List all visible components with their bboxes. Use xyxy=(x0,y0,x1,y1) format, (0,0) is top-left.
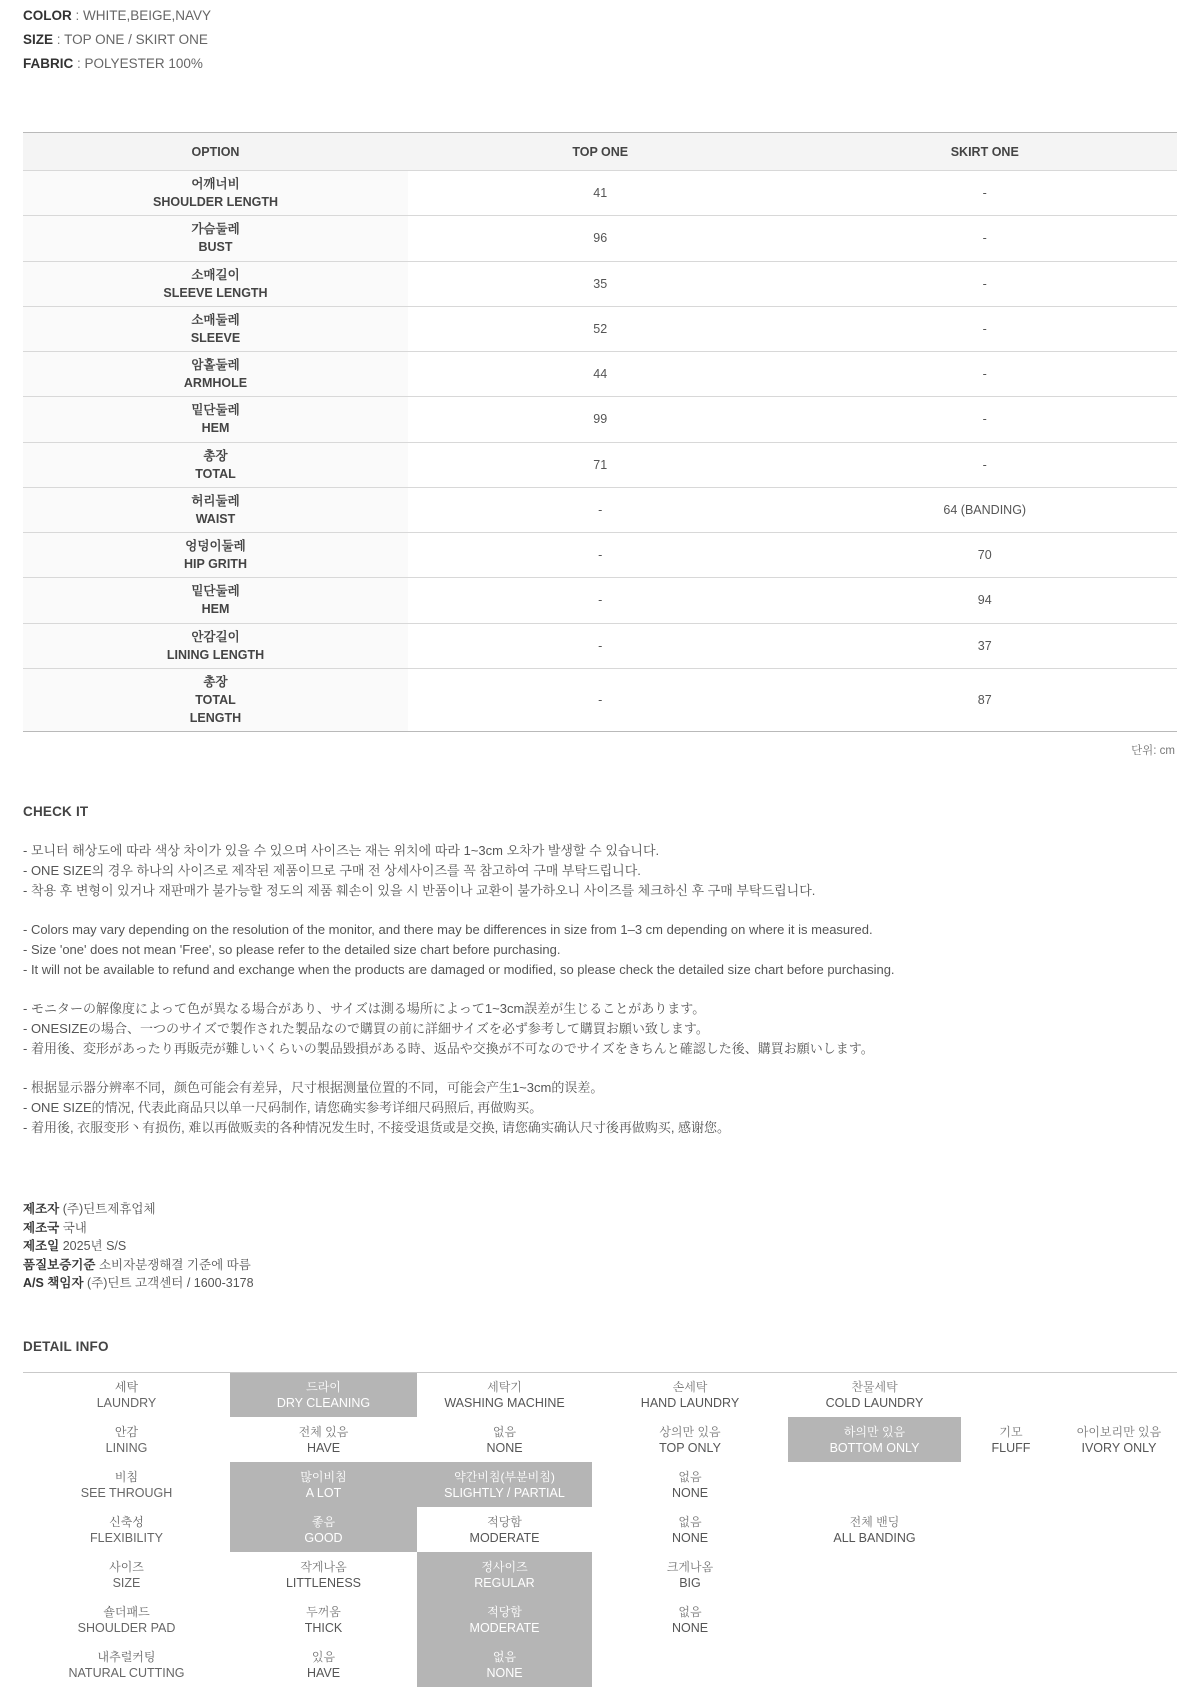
detail-info-option[interactable] xyxy=(1061,1372,1177,1417)
manufacturer-value-1: 국내 xyxy=(62,1220,87,1235)
size-chart-unit-note: 단위: cm xyxy=(1131,745,1175,758)
detail-info-option-ko: 많이비침 xyxy=(300,1469,347,1484)
detail-info-row xyxy=(23,1462,1177,1507)
detail-info-option-en: ALL BANDING xyxy=(833,1530,916,1545)
size-chart-option-cell xyxy=(23,533,408,578)
size-chart-top-value: 96 xyxy=(408,216,793,261)
size-chart-option-cell xyxy=(23,668,408,731)
manufacturer-row-2 xyxy=(23,1237,1177,1256)
detail-info-option-en: MODERATE xyxy=(469,1620,540,1635)
detail-info-option[interactable] xyxy=(230,1417,417,1462)
size-chart-skirt-value: - xyxy=(793,306,1178,351)
size-chart-option-cell xyxy=(23,442,408,487)
check-it-cn-3: - 着用後, 衣服变形丶有损伤, 难以再做贩卖的各种情况发生时, 不接受退货或是交换, 请您确实确认尺寸後再做购买, 感谢您。 xyxy=(23,1120,731,1136)
detail-info-option-ko: 전체 있음 xyxy=(298,1424,349,1439)
detail-info-option-en: NONE xyxy=(671,1485,709,1500)
detail-info-option-ko: 없음 xyxy=(678,1514,702,1529)
check-it-en-2: - Size 'one' does not mean 'Free', so please refer to the detailed size chart before purchasing. xyxy=(23,942,561,958)
size-chart-option-cell xyxy=(23,352,408,397)
detail-info-option-ko: 아이보리만 있음 xyxy=(1076,1424,1162,1439)
manufacturer-value-0: (주)딘트제휴업체 xyxy=(62,1202,156,1217)
size-chart-option-ko: 밑단둘레 xyxy=(191,403,240,418)
size-chart-skirt-value: 37 xyxy=(793,623,1178,668)
size-chart-top-value: 52 xyxy=(408,306,793,351)
table-row xyxy=(23,216,1177,261)
detail-info-option[interactable] xyxy=(788,1507,961,1552)
size-chart-skirt-value: - xyxy=(793,261,1178,306)
spec-key-size: SIZE xyxy=(23,32,54,47)
size-chart-section xyxy=(23,132,1177,758)
detail-info-option[interactable] xyxy=(417,1507,592,1552)
table-row xyxy=(23,261,1177,306)
table-row xyxy=(23,352,1177,397)
detail-info-option-en: COLD LAUNDRY xyxy=(825,1395,924,1410)
detail-info-option-en: THICK xyxy=(304,1620,343,1635)
detail-info-row xyxy=(23,1417,1177,1462)
detail-info-option[interactable] xyxy=(417,1597,592,1642)
size-chart-option-ko: 소매길이 xyxy=(191,267,240,282)
detail-info-label-en: FLEXIBILITY xyxy=(90,1530,163,1545)
detail-info-option[interactable] xyxy=(1061,1507,1177,1552)
size-chart-skirt-value: - xyxy=(793,352,1178,397)
check-it-title: CHECK IT xyxy=(23,804,89,820)
size-chart-option-ko: 총장 xyxy=(203,674,228,689)
size-chart-skirt-value: - xyxy=(793,442,1178,487)
detail-info-option[interactable] xyxy=(592,1642,788,1687)
detail-info-label-en: NATURAL CUTTING xyxy=(68,1665,185,1680)
size-chart-header-top: TOP ONE xyxy=(408,133,793,171)
size-chart-option-en: SHOULDER LENGTH xyxy=(153,195,278,210)
note-gap-2 xyxy=(23,980,1177,999)
detail-info-option[interactable] xyxy=(230,1507,417,1552)
detail-info-option-ko: 세탁기 xyxy=(487,1379,522,1394)
size-chart-option-cell xyxy=(23,261,408,306)
size-chart-skirt-value: 94 xyxy=(793,578,1178,623)
detail-info-label-en: LAUNDRY xyxy=(96,1395,157,1410)
detail-info-option[interactable] xyxy=(417,1642,592,1687)
detail-info-option-en: BOTTOM ONLY xyxy=(829,1440,920,1455)
detail-info-option-en: NONE xyxy=(671,1620,709,1635)
detail-info-option-en: WASHING MACHINE xyxy=(444,1395,565,1410)
detail-info-option-en: TOP ONLY xyxy=(659,1440,721,1455)
detail-info-row xyxy=(23,1552,1177,1597)
check-it-ko-2: - ONE SIZE의 경우 하나의 사이즈로 제작된 제품이므로 구매 전 상세사이즈를 꼭 참고하여 구매 부탁드립니다. xyxy=(23,863,641,879)
detail-info-option[interactable] xyxy=(961,1417,1061,1462)
size-chart-option-ko: 안감길이 xyxy=(191,629,240,644)
detail-info-label xyxy=(23,1417,230,1462)
size-chart-table xyxy=(23,132,1177,732)
table-row xyxy=(23,623,1177,668)
size-chart-top-value: 99 xyxy=(408,397,793,442)
detail-info-option[interactable] xyxy=(788,1372,961,1417)
size-chart-option-en: HIP GRITH xyxy=(184,557,247,572)
detail-info-option[interactable] xyxy=(961,1507,1061,1552)
check-it-ko-3: - 착용 후 변형이 있거나 재판매가 불가능할 정도의 제품 훼손이 있을 시 반품이나 교환이 불가하오니 사이즈를 체크하신 후 구매 부탁드립니다. xyxy=(23,883,816,899)
detail-info-option[interactable] xyxy=(788,1642,961,1687)
detail-info-option-en: IVORY ONLY xyxy=(1081,1440,1157,1455)
detail-info-option[interactable] xyxy=(417,1552,592,1597)
detail-info-option-ko: 작게나옴 xyxy=(300,1559,347,1574)
spec-sep-size: : xyxy=(56,32,61,47)
detail-info-label xyxy=(23,1507,230,1552)
detail-info-option-en: HAVE xyxy=(306,1665,341,1680)
manufacturer-key-2: 제조일 xyxy=(23,1239,60,1254)
detail-info-option[interactable] xyxy=(592,1552,788,1597)
table-row xyxy=(23,487,1177,532)
manufacturer-key-3: 품질보증기준 xyxy=(23,1257,96,1272)
detail-info-option-en: HAVE xyxy=(306,1440,341,1455)
detail-info-option-en: NONE xyxy=(486,1665,523,1680)
detail-info-label xyxy=(23,1462,230,1507)
detail-info-option-ko: 하의만 있음 xyxy=(843,1424,906,1439)
size-chart-option-ko: 가슴둘레 xyxy=(191,222,240,237)
detail-info-option[interactable] xyxy=(1061,1642,1177,1687)
manufacturer-value-4: (주)딘트 고객센터 / 1600-3178 xyxy=(87,1276,254,1291)
detail-info-option-ko: 크게나옴 xyxy=(666,1559,714,1574)
detail-info-option-en: MODERATE xyxy=(469,1530,540,1545)
check-it-jp-3: - 着用後、変形があったり再販売が難しいくらいの製品毀損がある時、返品や交換が不可なのでサイズをきちんと確認した後、購買お願いします。 xyxy=(23,1041,874,1057)
detail-info-option[interactable] xyxy=(230,1462,417,1507)
size-chart-top-value: 35 xyxy=(408,261,793,306)
detail-info-option[interactable] xyxy=(788,1462,961,1507)
check-it-jp-2: - ONESIZEの場合、一つのサイズで製作された製品なので購買の前に詳細サイズを必ず参考して購買お願い致します。 xyxy=(23,1021,709,1037)
detail-info-table xyxy=(23,1372,1177,1687)
detail-info-option-en: A LOT xyxy=(305,1485,342,1500)
check-it-cn-2: - ONE SIZE的情况, 代表此商品只以单一尺码制作, 请您确实参考详细尺码照后, 再做购买。 xyxy=(23,1100,543,1116)
table-row xyxy=(23,306,1177,351)
manufacturer-row-3 xyxy=(23,1256,1177,1275)
detail-info-option[interactable] xyxy=(230,1372,417,1417)
detail-info-option-ko: 손세탁 xyxy=(672,1379,708,1394)
detail-info-option[interactable] xyxy=(788,1597,961,1642)
detail-info-option[interactable] xyxy=(417,1417,592,1462)
detail-info-label-en: SIZE xyxy=(112,1575,141,1590)
detail-info-option[interactable] xyxy=(961,1552,1061,1597)
check-it-jp-1: - モニターの解像度によって色が異なる場合があり、サイズは測る場所によって1~3cm誤差が生じることがあります。 xyxy=(23,1001,706,1017)
detail-info-option-en: REGULAR xyxy=(474,1575,535,1590)
detail-info-label xyxy=(23,1597,230,1642)
check-it-notes xyxy=(23,841,1177,1138)
size-chart-header-row xyxy=(23,133,1177,171)
size-chart-option-ko: 엉덩이둘레 xyxy=(185,539,246,553)
size-chart-option-ko: 어깨너비 xyxy=(191,177,240,191)
size-chart-skirt-value: - xyxy=(793,216,1178,261)
manufacturer-key-0: 제조자 xyxy=(23,1202,60,1217)
table-row xyxy=(23,668,1177,731)
detail-info-option-en: FLUFF xyxy=(991,1440,1031,1455)
detail-info-label xyxy=(23,1642,230,1687)
detail-info-option-en: HAND LAUNDRY xyxy=(640,1395,740,1410)
spec-key-fabric: FABRIC xyxy=(23,56,74,71)
size-chart-skirt-value: - xyxy=(793,397,1178,442)
size-chart-option-cell xyxy=(23,487,408,532)
detail-info-option-en: LITTLENESS xyxy=(285,1575,362,1590)
detail-info-label-ko: 숄더패드 xyxy=(103,1604,150,1619)
size-chart-option-cell xyxy=(23,171,408,216)
table-row xyxy=(23,578,1177,623)
detail-info-option-en: DRY CLEANING xyxy=(276,1395,371,1410)
detail-info-option-ko: 기모 xyxy=(999,1424,1023,1439)
spec-row-fabric xyxy=(23,52,1177,76)
note-gap-1 xyxy=(23,901,1177,920)
detail-info-label-en: SHOULDER PAD xyxy=(77,1620,176,1635)
size-chart-option-ko: 밑단둘레 xyxy=(191,584,240,599)
size-chart-top-value: - xyxy=(408,533,793,578)
spec-sep-fabric: : xyxy=(77,56,81,71)
size-chart-top-value: 71 xyxy=(408,442,793,487)
detail-info-option-ko: 전체 밴딩 xyxy=(849,1514,900,1529)
detail-info-option[interactable] xyxy=(1061,1552,1177,1597)
table-row xyxy=(23,171,1177,216)
spec-key-color: COLOR xyxy=(23,8,72,23)
detail-info-option-ko: 드라이 xyxy=(306,1379,341,1394)
check-it-en-3: - It will not be available to refund and exchange when the products are damaged or modified, so please check the detailed size chart before purchasing. xyxy=(23,962,895,978)
detail-info-option[interactable] xyxy=(592,1597,788,1642)
detail-info-option[interactable] xyxy=(1061,1417,1177,1462)
spec-row-size xyxy=(23,28,1177,52)
detail-info-title: DETAIL INFO xyxy=(23,1338,109,1354)
detail-info-option[interactable] xyxy=(788,1417,961,1462)
size-chart-top-value: - xyxy=(408,623,793,668)
detail-info-option-en: SLIGHTLY / PARTIAL xyxy=(444,1485,565,1500)
size-chart-top-value: - xyxy=(408,487,793,532)
spec-row-color xyxy=(23,4,1177,28)
detail-info-option-en: GOOD xyxy=(304,1530,343,1545)
detail-info-option[interactable] xyxy=(788,1552,961,1597)
size-chart-skirt-value: - xyxy=(793,171,1178,216)
size-chart-option-cell xyxy=(23,397,408,442)
detail-info-label xyxy=(23,1552,230,1597)
size-chart-skirt-value: 87 xyxy=(793,668,1178,731)
detail-info-option-en: NONE xyxy=(486,1440,523,1455)
detail-info-label xyxy=(23,1372,230,1417)
manufacturer-row-0 xyxy=(23,1200,1177,1219)
detail-info-option-ko: 좋음 xyxy=(311,1514,336,1529)
detail-info-option[interactable] xyxy=(417,1372,592,1417)
manufacturer-row-1 xyxy=(23,1219,1177,1238)
size-chart-skirt-value: 64 (BANDING) xyxy=(793,487,1178,532)
product-spec-list xyxy=(23,0,1177,76)
spec-value-fabric: POLYESTER 100% xyxy=(84,56,203,71)
size-chart-skirt-value: 70 xyxy=(793,533,1178,578)
size-chart-option-en: ARMHOLE xyxy=(183,376,248,391)
detail-info-row xyxy=(23,1507,1177,1552)
size-chart-option-en: SLEEVE LENGTH xyxy=(163,285,268,300)
detail-info-option-ko: 정사이즈 xyxy=(481,1559,528,1574)
size-chart-option-en: SLEEVE xyxy=(190,330,241,345)
size-chart-header-skirt: SKIRT ONE xyxy=(793,133,1178,171)
detail-info-option-ko: 적당함 xyxy=(487,1514,522,1529)
detail-info-label-ko: 세탁 xyxy=(114,1379,139,1394)
detail-info-option[interactable] xyxy=(592,1462,788,1507)
detail-info-option[interactable] xyxy=(592,1507,788,1552)
check-it-en-1: - Colors may vary depending on the resolution of the monitor, and there may be differences in size from 1–3 cm depending on where it is measured. xyxy=(23,922,873,938)
size-chart-top-value: 44 xyxy=(408,352,793,397)
detail-info-label-ko: 내추럴커팅 xyxy=(97,1649,156,1664)
detail-info-option[interactable] xyxy=(961,1462,1061,1507)
spec-value-size: TOP ONE / SKIRT ONE xyxy=(64,32,208,47)
manufacturer-value-3: 소비자분쟁해결 기준에 따름 xyxy=(98,1257,251,1272)
manufacturer-info xyxy=(23,1200,1177,1293)
detail-info-option-ko: 없음 xyxy=(492,1649,517,1664)
detail-info-label-ko: 사이즈 xyxy=(109,1559,144,1574)
note-gap-3 xyxy=(23,1059,1177,1078)
detail-info-option[interactable] xyxy=(230,1597,417,1642)
detail-info-option[interactable] xyxy=(1061,1597,1177,1642)
manufacturer-key-1: 제조국 xyxy=(23,1220,60,1235)
manufacturer-row-4 xyxy=(23,1274,1177,1293)
detail-info-row xyxy=(23,1597,1177,1642)
detail-info-option[interactable] xyxy=(592,1417,788,1462)
size-chart-option-en: HEM xyxy=(201,602,230,617)
detail-info-option[interactable] xyxy=(230,1642,417,1687)
check-it-ko-1: - 모니터 해상도에 따라 색상 차이가 있을 수 있으며 사이즈는 재는 위치에 따라 1~3cm 오차가 발생할 수 있습니다. xyxy=(23,843,660,859)
size-chart-option-en: TOTAL LENGTH xyxy=(189,692,242,725)
size-chart-option-ko: 총장 xyxy=(203,448,228,463)
detail-info-label-en: LINING xyxy=(105,1440,148,1455)
size-chart-option-en: BUST xyxy=(198,240,233,255)
size-chart-option-cell xyxy=(23,216,408,261)
detail-info-option-ko: 적당함 xyxy=(487,1604,522,1619)
detail-info-label-en: SEE THROUGH xyxy=(80,1485,173,1500)
size-chart-option-ko: 허리둘레 xyxy=(191,493,240,508)
manufacturer-value-2: 2025년 S/S xyxy=(62,1239,127,1254)
check-it-cn-1: - 根据显示器分辨率不同，颜色可能会有差异，尺寸根据测量位置的不同，可能会产生1~3cm的误差。 xyxy=(23,1080,604,1096)
size-chart-top-value: - xyxy=(408,578,793,623)
size-chart-option-en: HEM xyxy=(201,421,230,436)
detail-info-option-ko: 두꺼움 xyxy=(306,1604,341,1619)
detail-info-option-ko: 없음 xyxy=(678,1469,702,1484)
table-row xyxy=(23,533,1177,578)
detail-info-row xyxy=(23,1372,1177,1417)
table-row xyxy=(23,442,1177,487)
spec-sep-color: : xyxy=(75,8,80,23)
detail-info-option[interactable] xyxy=(592,1372,788,1417)
size-chart-option-cell xyxy=(23,623,408,668)
detail-info-option[interactable] xyxy=(961,1372,1061,1417)
detail-info-option-ko: 찬물세탁 xyxy=(851,1379,898,1394)
detail-info-option[interactable] xyxy=(1061,1462,1177,1507)
detail-info-option-ko: 없음 xyxy=(492,1424,517,1439)
detail-info-label-ko: 신축성 xyxy=(109,1514,144,1529)
detail-info-option-ko: 약간비침(부분비침) xyxy=(454,1469,555,1484)
detail-info-option[interactable] xyxy=(230,1552,417,1597)
size-chart-top-value: - xyxy=(408,668,793,731)
detail-info-label-ko: 비침 xyxy=(114,1469,139,1484)
size-chart-option-cell xyxy=(23,578,408,623)
spec-value-color: WHITE,BEIGE,NAVY xyxy=(83,8,212,23)
size-chart-option-ko: 암홀둘레 xyxy=(191,358,240,372)
detail-info-option-en: NONE xyxy=(671,1530,709,1545)
detail-info-option[interactable] xyxy=(961,1642,1061,1687)
detail-info-row xyxy=(23,1642,1177,1687)
table-row xyxy=(23,397,1177,442)
size-chart-top-value: 41 xyxy=(408,171,793,216)
detail-info-section xyxy=(23,1339,1177,1687)
detail-info-option[interactable] xyxy=(961,1597,1061,1642)
detail-info-option-ko: 상의만 있음 xyxy=(659,1424,721,1439)
size-chart-option-cell xyxy=(23,306,408,351)
size-chart-option-en: TOTAL xyxy=(195,466,236,481)
manufacturer-key-4: A/S 책임자 xyxy=(23,1276,84,1291)
detail-info-option-ko: 있음 xyxy=(311,1649,336,1664)
size-chart-option-ko: 소매둘레 xyxy=(191,312,240,327)
detail-info-option[interactable] xyxy=(417,1462,592,1507)
detail-info-label-ko: 안감 xyxy=(114,1424,139,1439)
size-chart-header-option: OPTION xyxy=(23,133,408,171)
size-chart-option-en: LINING LENGTH xyxy=(166,647,265,662)
detail-info-option-ko: 없음 xyxy=(678,1604,702,1619)
size-chart-option-en: WAIST xyxy=(195,511,236,526)
detail-info-option-en: BIG xyxy=(679,1575,701,1590)
